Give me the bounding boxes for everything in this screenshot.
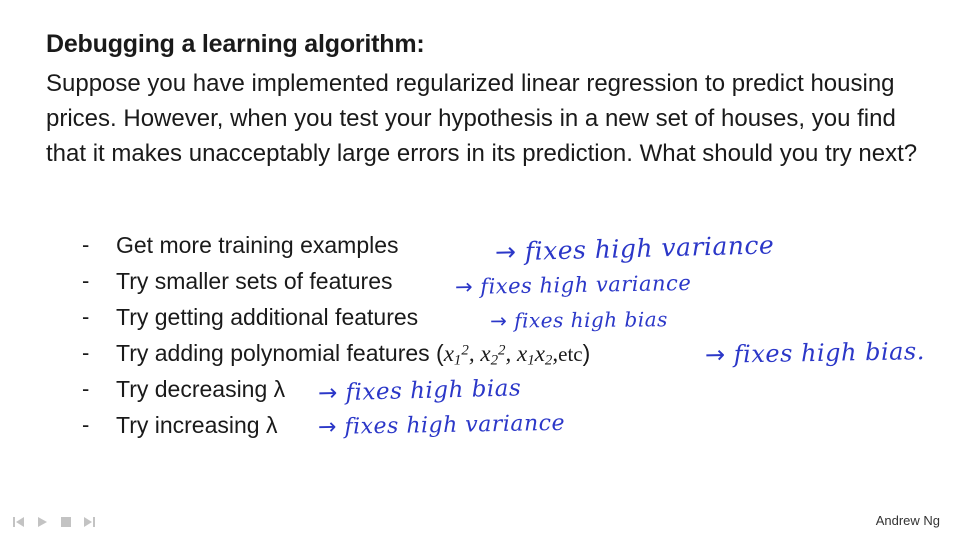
ink-annotation-text: fixes high variance — [480, 270, 692, 299]
bullet-marker: - — [82, 232, 90, 257]
arrow-icon: → — [494, 237, 517, 267]
list-item-label: Try increasing λ — [116, 412, 278, 438]
ink-annotation-2 — [455, 271, 692, 299]
bullet-marker: - — [82, 304, 90, 329]
math-expression: $x_1^2$, $x_2^2$, $x_1x_2,etc$ — [443, 341, 583, 369]
list-item-label-suffix: ) — [582, 340, 591, 366]
arrow-icon: → — [454, 274, 474, 300]
list-item-label: Try getting additional features — [116, 304, 419, 330]
bullet-marker: - — [82, 412, 90, 437]
bullet-marker: - — [82, 340, 90, 365]
next-icon[interactable] — [82, 516, 98, 528]
arrow-icon: → — [489, 308, 508, 333]
list-item-label: Try decreasing λ — [116, 376, 286, 402]
author-credit: Andrew Ng — [875, 513, 940, 528]
player-controls — [10, 516, 98, 528]
bullet-marker: - — [82, 376, 90, 401]
ink-annotation-text: fixes high bias — [514, 307, 668, 333]
ink-annotation-5 — [318, 375, 522, 406]
stop-icon[interactable] — [58, 516, 74, 528]
play-icon[interactable] — [34, 516, 50, 528]
list-item-label-prefix: Try adding polynomial features ( — [116, 340, 444, 366]
list-item-label: Try smaller sets of features — [116, 268, 393, 294]
ink-annotation-3 — [490, 307, 668, 333]
previous-icon[interactable] — [10, 516, 26, 528]
arrow-icon: → — [317, 414, 338, 441]
arrow-icon: → — [317, 380, 339, 407]
list-item-label: Get more training examples — [116, 232, 399, 258]
page-title: Debugging a learning algorithm: — [46, 30, 425, 58]
bullet-marker: - — [82, 268, 90, 293]
ink-annotation-6 — [318, 411, 565, 440]
ink-annotation-4 — [705, 337, 925, 369]
list-item-label-polynomial — [116, 340, 590, 370]
ink-annotation-text: fixes high bias — [345, 375, 522, 406]
ink-annotation-text: fixes high bias. — [733, 337, 926, 369]
ink-annotation-text: fixes high variance — [524, 230, 775, 266]
slide-paragraph: Suppose you have implemented regularized linear regression to predict housing prices. However, when you test your hypothesis in a new set of houses, you find that it makes unacceptably large errors in its prediction. What should you try next? — [46, 70, 918, 167]
arrow-icon: → — [704, 340, 726, 369]
ink-annotation-text: fixes high variance — [344, 410, 566, 440]
